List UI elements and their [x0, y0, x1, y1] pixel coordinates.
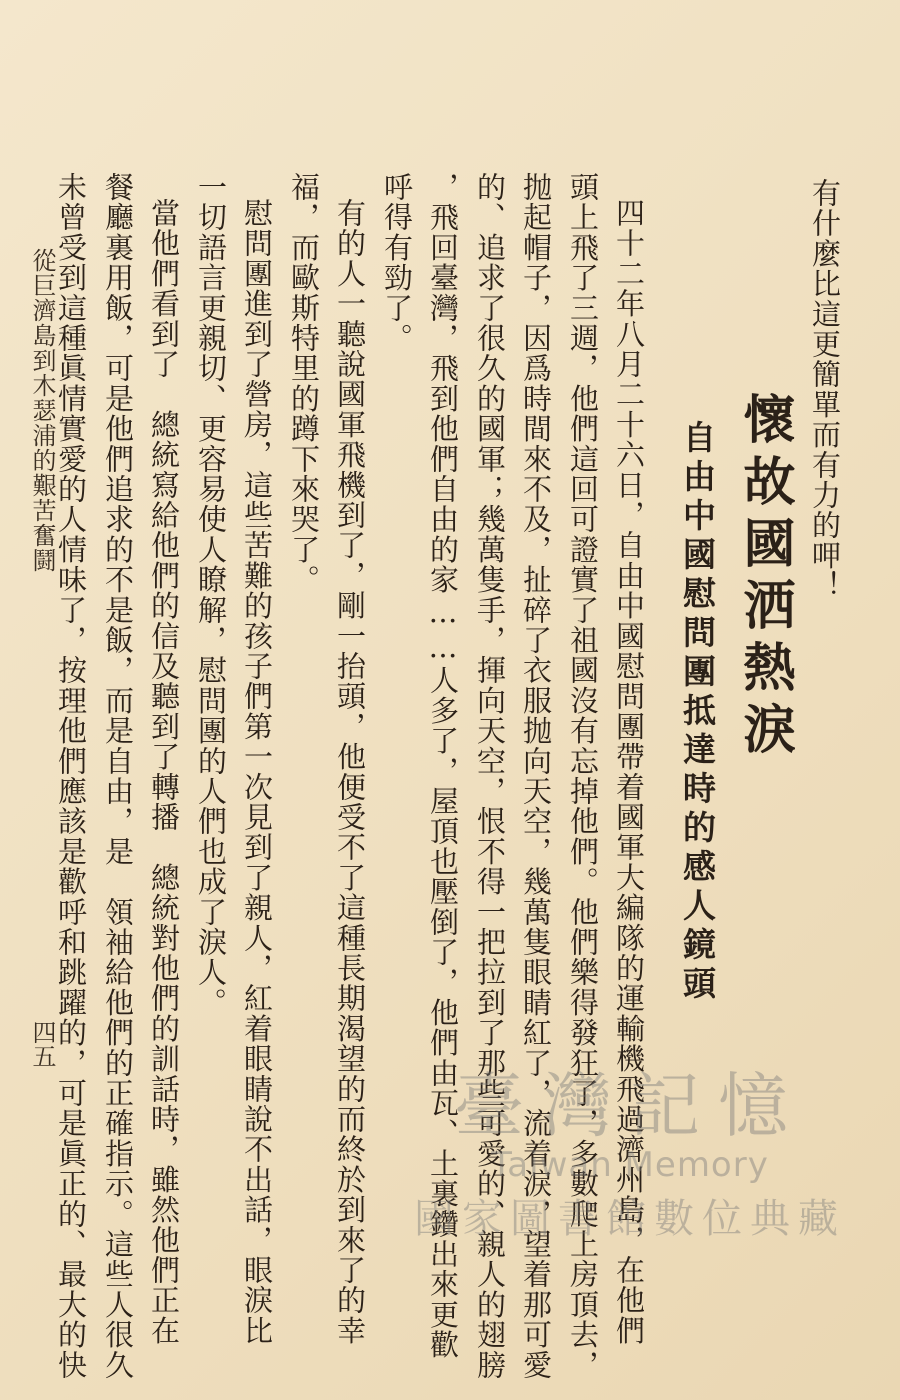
text-column-11: 當他們看到了 總統寫給他們的信及聽到了轉播 總統對他們的訓話時，雖然他們正在	[147, 198, 181, 1346]
text-column-9: 慰問團進到了營房，這些苦難的孩子們第一次見到了親人，紅着眼睛說不出話，眼淚比	[240, 198, 274, 1346]
text-column-7: 有的人一聽說國軍飛機到了，剛一抬頭，他便受不了這種長期渴望的而終於到來了的幸	[333, 198, 367, 1346]
article-subtitle: 自由中國慰問團抵達時的感人鏡頭	[678, 420, 717, 1005]
text-column-8: 福，而歐斯特里的蹲下來哭了。	[287, 172, 321, 595]
text-column-5: ，飛回臺灣，飛到他們自由的家……人多了，屋頂也壓倒了，他們由瓦、土裏鑽出來更歡	[426, 172, 460, 1360]
text-column-3: 抛起帽子，因爲時間來不及，扯碎了衣服抛向天空，幾萬隻眼睛紅了，流着淚，望着那可愛	[519, 172, 553, 1380]
text-column-12: 餐廳裏用飯，可是他們追求的不是飯，而是自由，是 領袖給他們的正確指示。這些人很久	[101, 172, 135, 1380]
watermark-english: Taiwan Memory	[491, 1145, 769, 1185]
page-number: 四五	[28, 1020, 56, 1068]
watermark-sub: 國家圖書館數位典藏	[414, 1196, 846, 1242]
text-column-10: 一切語言更親切、更容易使人瞭解，慰問團的人們也成了淚人。	[194, 172, 228, 1018]
running-title: 從巨濟島到木瑟浦的艱苦奮鬪	[28, 248, 56, 573]
text-column-prev-section: 有什麼比這更簡單而有力的呷！	[808, 178, 842, 601]
text-column-2: 頭上飛了三週，他們這回可證實了祖國沒有忘掉他們。他們樂得發狂了，多數爬上房頂去，	[566, 172, 600, 1380]
text-column-13: 未曾受到這種眞情實愛的人情味了，按理他們應該是歡呼和跳躍的，可是眞正的、最大的快	[54, 172, 88, 1380]
article-title: 懷故國洒熱淚	[734, 392, 795, 764]
text-column-4: 的、追求了很久的國軍；幾萬隻手，揮向天空，恨不得一把拉到了那些可愛的、親人的翅膀	[473, 172, 507, 1380]
watermark-main: 臺灣記憶	[454, 1065, 806, 1147]
text-column-1: 四十二年八月二十六日，自由中國慰問團帶着國軍大編隊的運輸機飛過濟州島，在他們	[612, 198, 646, 1346]
text-column-6: 呼得有勁了。	[380, 172, 414, 354]
archive-watermark	[400, 1050, 860, 1244]
